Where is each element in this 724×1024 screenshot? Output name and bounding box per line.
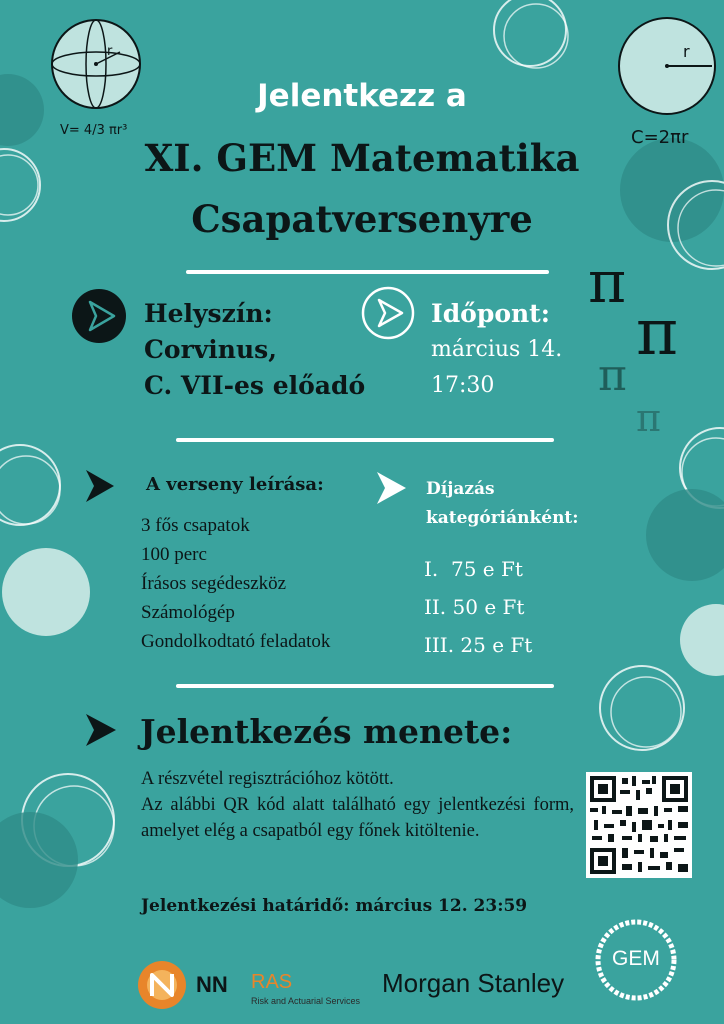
time-heading: Időpont: — [431, 299, 550, 328]
list-item: Gondolkodtató feladatok — [141, 631, 331, 652]
pi-symbol: π — [636, 396, 661, 440]
prize-heading-line2: kategóriánként: — [426, 508, 579, 528]
prize-heading — [426, 475, 579, 533]
location-line1: Corvinus, — [144, 335, 277, 364]
location-section — [144, 296, 365, 404]
location-heading: Helyszín: — [144, 299, 273, 328]
registration-arrow-icon — [86, 714, 116, 746]
gem-logo-text: GEM — [612, 947, 660, 970]
list-item: Számológép — [141, 602, 235, 623]
prize-item: I. 75 e Ft — [424, 557, 523, 581]
registration-deadline: Jelentkezési határidő: március 12. 23:59 — [141, 896, 528, 916]
divider — [186, 270, 549, 274]
prize-item: II. 50 e Ft — [424, 595, 525, 619]
registration-para2: Az alábbi QR kód alatt található egy jelentkezési form, amelyet elég a csapatból egy főnek kitöltenie. — [141, 795, 574, 841]
location-line2: C. VII-es előadó — [144, 371, 366, 400]
nn-logo-icon — [138, 961, 186, 1009]
prize-arrow-icon — [377, 472, 406, 504]
pi-symbol: π — [636, 296, 679, 370]
description-arrow-icon — [86, 470, 114, 502]
ras-logo-text: RAS — [251, 971, 293, 993]
time-arrow-icon — [363, 288, 413, 338]
list-item: 100 perc — [141, 544, 207, 565]
ras-subtitle: Risk and Actuarial Services — [251, 996, 361, 1006]
description-heading: A verseny leírása: — [146, 474, 324, 495]
qr-code — [586, 772, 692, 878]
prize-heading-line1: Díjazás — [426, 479, 495, 499]
title-line3: Csapatversenyre — [191, 197, 533, 241]
pi-symbol: π — [588, 248, 627, 316]
registration-text — [141, 766, 574, 844]
time-date: március 14. — [431, 337, 563, 362]
registration-heading: Jelentkezés menete: — [140, 712, 513, 751]
morgan-stanley-logo: Morgan Stanley — [382, 968, 565, 998]
sphere-volume-formula: V= 4/3 πr³ — [60, 123, 128, 138]
divider — [176, 438, 554, 442]
list-item: Írásos segédeszköz — [141, 573, 287, 594]
title-line2: XI. GEM Matematika — [144, 136, 580, 180]
divider — [176, 684, 554, 688]
circle-radius-label: r — [683, 42, 690, 61]
circumference-formula: C=2πr — [631, 127, 689, 148]
description-list — [141, 511, 330, 656]
registration-para1: A részvétel regisztrációhoz kötött. — [141, 769, 394, 789]
prize-item: III. 25 e Ft — [424, 633, 533, 657]
time-section — [431, 296, 562, 404]
time-hour: 17:30 — [431, 373, 495, 398]
list-item: 3 fős csapatok — [141, 515, 250, 536]
nn-logo-text: NN — [196, 972, 228, 997]
location-arrow-icon — [72, 289, 126, 343]
pi-symbol: π — [598, 350, 627, 401]
sphere-radius-label: r — [107, 44, 113, 59]
title-line1: Jelentkezz a — [257, 78, 467, 114]
prize-list — [424, 550, 532, 664]
